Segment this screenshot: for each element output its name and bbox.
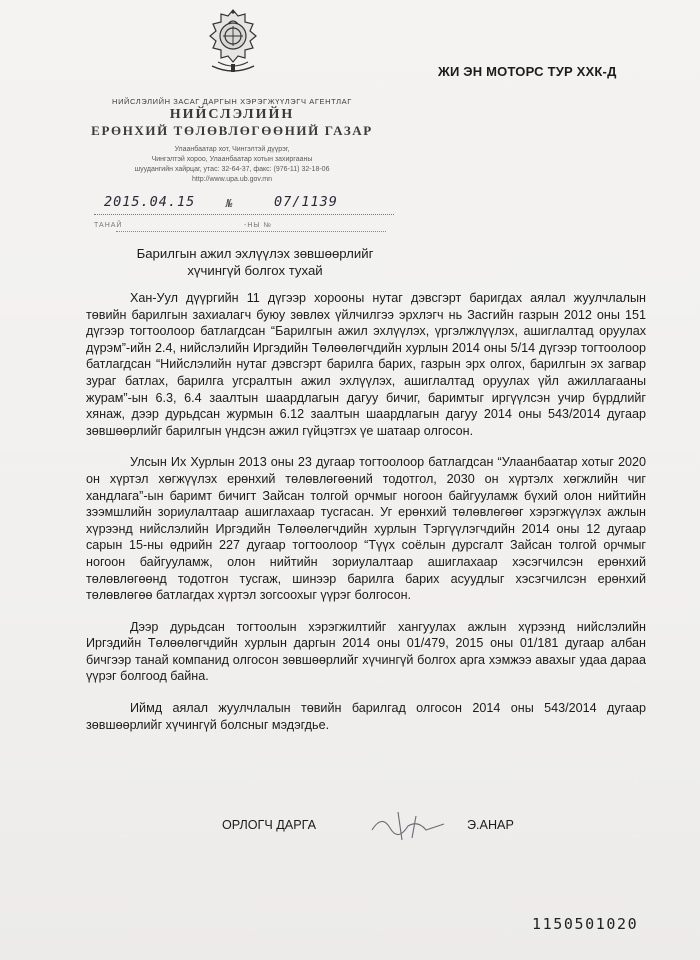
body-paragraph: Улсын Их Хурлын 2013 оны 23 дугаар тогтоолоор батлагдсан “Улаанбаатар хотыг 2020 он хүртэл хөгжүүлэх ерөнхий төлөвлөгөөний тодотгол, 2030 он хүртэлх хөгжлийн чиг хандлага”-ын баримт бичигт Зайсан толгой орчмыг ногоон байгууламж бүхий олон нийтийн зээмшлийн зориулалтаар ашиглахаар тусгасан. Уг ерөнхий төлөвлөгөөг хэрэгжүүлэх ажлын хүрээнд нийслэлийн Иргэдийн Төлөөлөгчдийн хурлын Тэргүүлэгчдийн 2014 оны 12 дугаар сарын 15-ны өдрийн 227 дугаар тогтоолоор “Түүх соёлын дурсгалт Зайсан толгой орчмыг ногоон байгууламж, олон нийтийн зориулалтаар ашиглахаар хэсэгчилсэн ерөнхий төлөвлөгөөнд тодотгон тусгаж, шинээр барилга барих асуудлыг хэсэгчилсэн ерөнхий төлөвлөгөө батлагдах хүртэл зогсоохыг үүрэг болгосон.	[86, 455, 646, 603]
address-line: Улаанбаатар хот, Чингэлтэй дүүрэг,	[174, 146, 290, 153]
dotted-rule	[116, 231, 386, 232]
body-paragraph: Иймд аялал жуулчлалын төвийн барилгад олгосон 2014 оны 543/2014 дугаар зөвшөөрлийг хүчингүй болсныг мэдэгдье.	[86, 701, 646, 732]
body-paragraph: Хан-Уул дүүргийн 11 дүгээр хорооны нутаг дэвсгэрт баригдах аялал жуулчлалын төвийн барилгын захиалагч буюу зөвлөх үйлчилгээ эрхлэгч нь Засгийн газрын 2012 оны 151 дүгээр тогтоолоор батлагдсан “Барилгын ажил эхлүүлэх, үргэлжлүүлэх, ашиглалтад оруулах дүрэм”-ийн 2.4, нийслэлийн Иргэдийн Төлөөлөгчдийн хурлын 2014 оны 5/14 дүгээр тогтоолоор батлагдсан “Нийслэлийн нутаг дэвсгэрт барилга барих, газрын эрх олгох, барилгын эх загвар зураг батлах, барилга угсралтын ажил эхлүүлэх, ашиглалтад оруулах үйл ажиллагааны журам”-ын 6.3, 6.4 заалтын шаардлагын дагуу бичиг, баримтыг иргүүлсэн учир бүрдлийг хянаж, дээр дурьдсан журмын 6.12 заалтын шаардлагын дагуу 2014 оны 543/2014 дугаар зөвшөөрлийг барилгын үндсэн ажил гүйцэтгэх үе шатаар олгосон.	[86, 291, 646, 438]
reference-number-label: -НЫ №	[244, 222, 273, 229]
letterhead-department: ЕРӨНХИЙ ТӨЛӨВЛӨГӨӨНИЙ ГАЗАР	[91, 123, 373, 138]
letterhead-address	[72, 145, 392, 185]
signatory-title: ОРЛОГЧ ДАРГА	[222, 818, 316, 832]
handwritten-number: 07/1139	[274, 194, 338, 210]
letterhead	[72, 97, 392, 185]
serial-number: 1150501020	[532, 915, 639, 933]
subject-line: Барилгын ажил эхлүүлэх зөвшөөрлийг	[136, 246, 374, 261]
signature-block	[0, 818, 700, 842]
handwritten-date: 2015.04.15	[104, 194, 196, 210]
letterhead-city: НИЙСЛЭЛИЙН	[169, 107, 295, 122]
dotted-rule	[94, 214, 394, 215]
letter-subject	[120, 245, 390, 279]
letter-body	[86, 290, 646, 748]
reference-line	[94, 222, 394, 236]
address-line: Чингэлтэй хороо, Улаанбаатар хотын захиргааны	[151, 156, 313, 163]
recipient-address: ЖИ ЭН МОТОРС ТУР ХХК-Д	[438, 64, 617, 79]
letterhead-agency: НИЙСЛЭЛИЙН ЗАСАГ ДАРГЫН ХЭРЭГЖҮҮЛЭГЧ АГЕНТЛАГ	[112, 97, 352, 106]
date-number-line	[94, 194, 394, 222]
signatory-name: Э.АНАР	[467, 818, 514, 832]
subject-line: хүчингүй болгох тухай	[187, 263, 323, 278]
body-paragraph: Дээр дурьдсан тогтоолын хэрэгжилтийг хангуулах ажлын хүрээнд нийслэлийн Иргэдийн Төлөөлөгчдийн хурлын даргын 2014 оны 01/479, 2015 оны 01/181 дугаар албан бичгээр танай компанид олгосон зөвшөөрлийг хүчингүй болгох арга хэмжээ авахыг удаа дараа үүрэг болгоод байна.	[86, 619, 646, 684]
reference-label: ТАНАЙ	[94, 222, 123, 229]
address-line: шуудангийн хайрцаг, утас: 32-64-37, факс: (976-11) 32-18-06	[134, 166, 330, 173]
state-emblem-seal	[198, 6, 268, 80]
number-sign: №	[226, 197, 233, 210]
address-line: http://www.upa.ub.gov.mn	[191, 176, 273, 183]
handwritten-signature	[368, 806, 448, 846]
